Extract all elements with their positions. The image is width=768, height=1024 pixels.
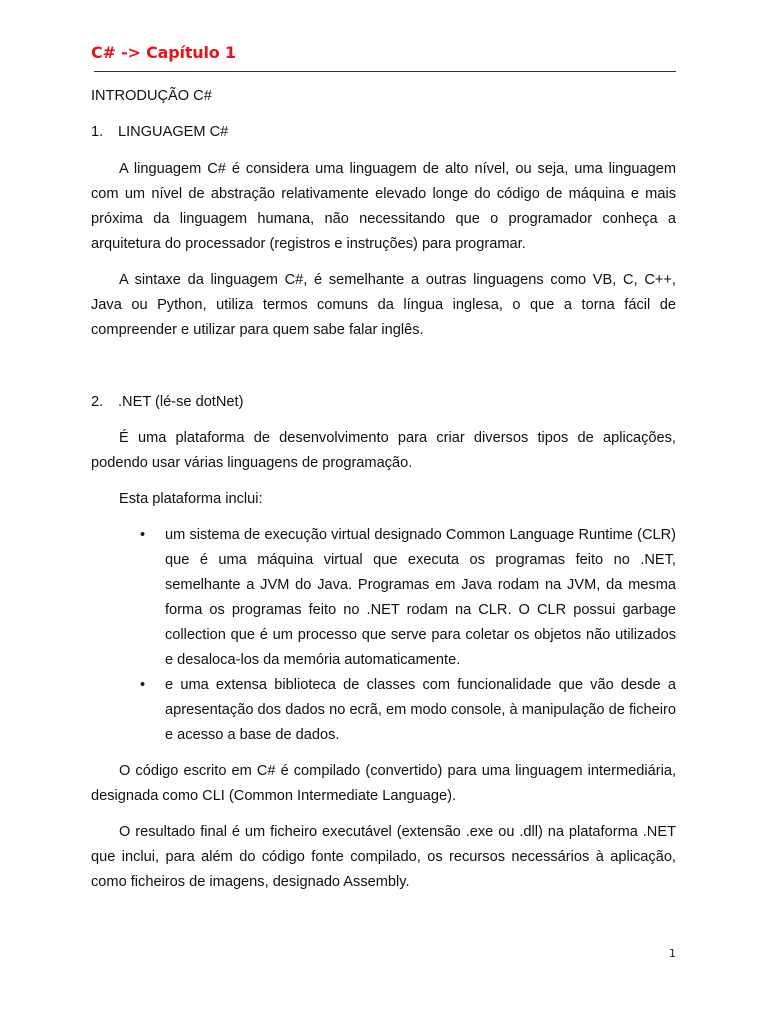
section-1-title: LINGUAGEM C# [118, 124, 229, 140]
platform-bullet-list [91, 523, 676, 748]
section-2-number: 2. [91, 394, 104, 410]
section-2-title: .NET (lé-se dotNet) [118, 394, 244, 410]
bullet-text: um sistema de execução virtual designado Common Language Runtime (CLR) que é uma máquina virtual que executa os programas feito no .NET, semelhante a JVM do Java. Programas em Java rodam na JVM, da mesma forma os programas feito no .NET rodam na CLR. O CLR possui garbage collection que é um processo que serve para coletar os objetos não utilizados e desaloca-los da memória automaticamente. [165, 527, 676, 668]
section-1-number: 1. [91, 124, 104, 140]
bullet-text: e uma extensa biblioteca de classes com funcionalidade que vão desde a apresentação dos dados no ecrã, em modo console, à manipulação de ficheiro e acesso a base de dados. [165, 677, 676, 743]
section-2-paragraph-2: Esta plataforma inclui: [119, 491, 263, 507]
section-1-paragraph-1: A linguagem C# é considera uma linguagem de alto nível, ou seja, uma linguagem com um nível de abstração relativamente elevado longe do código de máquina e mais próxima da linguagem humana, não necessitando que o programador conheça a arquitetura do processador (registros e instruções) para programar. [91, 161, 676, 252]
section-2-heading [91, 390, 676, 415]
page-number: 1 [669, 947, 676, 960]
section-2-paragraph-4: O resultado final é um ficheiro executável (extensão .exe ou .dll) na plataforma .NET que inclui, para além do código fonte compilado, os recursos necessários à aplicação, como ficheiros de imagens, designado Assembly. [91, 824, 676, 890]
list-item [138, 523, 676, 673]
document-body [91, 84, 676, 895]
bullet-icon: • [140, 677, 146, 693]
header-rule [94, 71, 676, 72]
bullet-icon: • [140, 527, 146, 543]
section-2-paragraph-1: É uma plataforma de desenvolvimento para criar diversos tipos de aplicações, podendo usar várias linguagens de programação. [91, 430, 676, 471]
section-1-paragraph-2: A sintaxe da linguagem C#, é semelhante a outras linguagens como VB, C, C++, Java ou Python, utiliza termos comuns da língua inglesa, o que a torna fácil de compreender e utilizar para quem sabe falar inglês. [91, 272, 676, 338]
list-item [138, 673, 676, 748]
intro-heading: INTRODUÇÃO C# [91, 88, 212, 104]
section-2-paragraph-3: O código escrito em C# é compilado (convertido) para uma linguagem intermediária, designada como CLI (Common Intermediate Language). [91, 763, 676, 804]
chapter-title: C# -> Capítulo 1 [91, 43, 236, 62]
section-1-heading [91, 120, 676, 145]
